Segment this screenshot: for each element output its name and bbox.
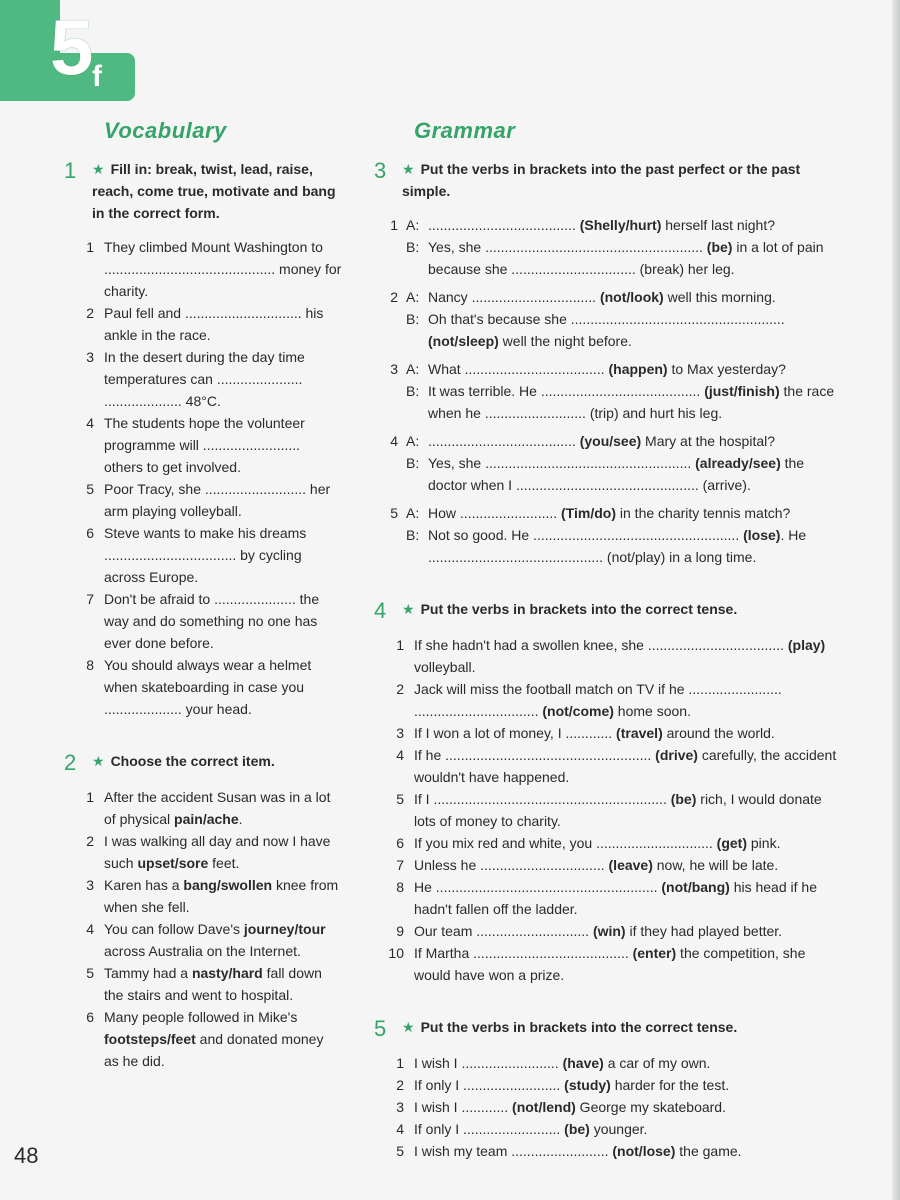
item-number: 4 — [396, 747, 404, 763]
instruction-text: Choose the correct item. — [110, 753, 275, 769]
item-text-after: . — [238, 811, 243, 827]
dialogue-line — [406, 308, 842, 352]
item-text-before: If only I ......................... — [414, 1121, 565, 1137]
list-item — [62, 874, 342, 918]
item-number: 5 — [396, 1143, 404, 1159]
item-text-after: now, he will be late. — [652, 857, 779, 873]
item-keyword: (have) — [562, 1055, 604, 1071]
speaker-label: B: — [406, 239, 420, 255]
item-text-after: knee from when she fell. — [104, 877, 339, 915]
dialogue-line — [406, 430, 842, 452]
item-text: The students hope the volunteer programme will ......................... others to get involved. — [104, 415, 305, 475]
item-text — [414, 1074, 842, 1096]
dialogue-body — [406, 358, 842, 424]
list-item — [372, 678, 842, 722]
item-keyword: (happen) — [608, 361, 668, 377]
item-text-after: younger. — [589, 1121, 648, 1137]
item-keyword: pain/ache — [174, 811, 239, 827]
item-text-after: a car of my own. — [603, 1055, 711, 1071]
item-text-before: ...................................... — [428, 217, 580, 233]
dialogue-text — [428, 452, 842, 496]
vocabulary-title: Vocabulary — [104, 118, 227, 143]
item-number: 2 — [396, 681, 404, 697]
item-text-after: feet. — [208, 855, 240, 871]
item-number: 7 — [86, 591, 94, 607]
item-text-before: I wish my team ......................... — [414, 1143, 613, 1159]
list-item — [62, 346, 342, 412]
speaker-label: A: — [406, 217, 420, 233]
exercise-number: 3 — [374, 158, 387, 183]
item-text-after: fall down the stairs and went to hospital. — [104, 965, 322, 1003]
star-icon: ★ — [402, 1019, 415, 1035]
item-text-before: I wish I ............ — [414, 1099, 513, 1115]
list-item — [62, 478, 342, 522]
item-number: 6 — [86, 1009, 94, 1025]
item-number: 5 — [86, 481, 94, 497]
item-text: Don't be afraid to ..................... the way and do something no one has ever done before. — [104, 591, 320, 651]
dialogue-line — [406, 380, 842, 424]
item-text-before: You can follow Dave's — [104, 921, 244, 937]
dialogue-text — [428, 214, 842, 236]
item-number: 1 — [390, 217, 398, 233]
item-text-after: home soon. — [613, 703, 691, 719]
item-text — [414, 1140, 842, 1162]
item-number: 4 — [396, 1121, 404, 1137]
item-number: 8 — [396, 879, 404, 895]
item-text — [104, 874, 342, 918]
list-item — [372, 744, 842, 788]
item-text-after: the competition, she would have won a prize. — [414, 945, 806, 983]
speaker-label: B: — [406, 311, 420, 327]
dialogue-body — [406, 286, 842, 352]
dialogue-item — [372, 358, 842, 424]
item-keyword: (leave) — [608, 857, 653, 873]
instruction-text: Put the verbs in brackets into the past perfect or the past simple. — [402, 161, 801, 199]
item-keyword: (Shelly/hurt) — [579, 217, 662, 233]
item-number: 4 — [86, 415, 94, 431]
item-keyword: (not/sleep) — [428, 333, 499, 349]
item-text-before: He ......................................................... — [414, 879, 662, 895]
dialogue-line — [406, 214, 842, 236]
list-item — [372, 1140, 842, 1162]
item-keyword: (not/bang) — [661, 879, 730, 895]
dialogue-item — [372, 286, 842, 352]
item-text-after: to Max yesterday? — [667, 361, 786, 377]
item-number: 9 — [396, 923, 404, 939]
item-number: 1 — [396, 1055, 404, 1071]
item-text-before: Our team ............................. — [414, 923, 593, 939]
item-text-before: If I won a lot of money, I ............ — [414, 725, 617, 741]
dialogue-text — [428, 236, 842, 280]
item-keyword: (study) — [564, 1077, 611, 1093]
item-text-after: the game. — [675, 1143, 742, 1159]
item-number: 2 — [86, 833, 94, 849]
item-text-before: I wish I ......................... — [414, 1055, 563, 1071]
item-text — [104, 918, 342, 962]
instruction-text: Put the verbs in brackets into the correct tense. — [420, 601, 738, 617]
item-text-after: in a lot of pain because she ................................ (break) her leg. — [428, 239, 824, 277]
vocabulary-column — [62, 118, 342, 1072]
exercise-instruction — [402, 598, 737, 620]
item-keyword: journey/tour — [243, 921, 326, 937]
list-item — [372, 942, 842, 986]
item-text: In the desert during the day time temperatures can ...................... .................... 48°C. — [104, 349, 305, 409]
dialogue-text — [428, 286, 842, 308]
item-text: Poor Tracy, she .......................... her arm playing volleyball. — [104, 481, 331, 519]
item-text-before: Jack will miss the football match on TV if he ........................ ................................ — [414, 681, 782, 719]
item-number: 6 — [396, 835, 404, 851]
item-text-after: across Australia on the Internet. — [104, 943, 301, 959]
exercise-header — [62, 158, 342, 224]
item-keyword: (lose) — [743, 527, 781, 543]
exercise-1 — [62, 158, 342, 720]
dialogue-body — [406, 214, 842, 280]
exercise-header — [62, 750, 342, 774]
item-keyword: (be) — [670, 791, 697, 807]
item-text-before: If I ............................................................ — [414, 791, 671, 807]
item-text-after: harder for the test. — [610, 1077, 730, 1093]
instruction-text: Fill in: break, twist, lead, raise, reach, come true, motivate and bang in the correct form. — [92, 161, 336, 221]
dialogue-line — [406, 524, 842, 568]
exercise-number: 4 — [374, 598, 387, 623]
list-item — [62, 412, 342, 478]
exercise-number: 1 — [64, 158, 77, 183]
dialogue-text — [428, 358, 842, 380]
item-text-after: if they had played better. — [625, 923, 783, 939]
list-item — [372, 1074, 842, 1096]
item-number: 4 — [86, 921, 94, 937]
list-item — [62, 654, 342, 720]
list-item — [62, 830, 342, 874]
item-text — [414, 876, 842, 920]
exercise-dialogues — [372, 214, 842, 568]
exercise-3 — [372, 158, 842, 568]
item-text — [414, 832, 842, 854]
dialogue-item — [372, 430, 842, 496]
exercise-instruction — [402, 158, 842, 202]
dialogue-item — [372, 502, 842, 568]
item-number: 4 — [390, 433, 398, 449]
item-keyword: (win) — [592, 923, 626, 939]
grammar-column — [372, 118, 842, 1162]
item-text — [414, 722, 842, 744]
item-text: Steve wants to make his dreams .................................. by cycling across Europe. — [104, 525, 307, 585]
item-number: 1 — [86, 239, 94, 255]
item-number: 3 — [396, 725, 404, 741]
star-icon: ★ — [92, 161, 105, 177]
exercise-header — [372, 1016, 842, 1040]
list-item — [62, 786, 342, 830]
exercise-instruction — [92, 750, 275, 772]
item-text — [414, 744, 842, 788]
grammar-title: Grammar — [414, 118, 516, 143]
dialogue-line — [406, 236, 842, 280]
list-item — [62, 918, 342, 962]
item-number: 3 — [86, 877, 94, 893]
exercise-items — [372, 1052, 842, 1162]
item-text — [414, 678, 842, 722]
item-text — [414, 854, 842, 876]
item-text-before: If Martha ........................................ — [414, 945, 633, 961]
speaker-label: A: — [406, 361, 420, 377]
item-keyword: nasty/hard — [191, 965, 263, 981]
speaker-label: B: — [406, 455, 420, 471]
list-item — [372, 722, 842, 744]
exercise-items — [62, 236, 342, 720]
list-item — [372, 876, 842, 920]
item-number: 8 — [86, 657, 94, 673]
item-text-before: I was walking all day and now I have such — [104, 833, 331, 871]
item-text-after: the race when he .......................... (trip) and hurt his leg. — [428, 383, 835, 421]
item-keyword: (be) — [564, 1121, 590, 1137]
unit-letter: f — [92, 60, 102, 93]
exercise-4 — [372, 598, 842, 986]
dialogue-line — [406, 286, 842, 308]
item-number: 7 — [396, 857, 404, 873]
item-text-before: Nancy ................................ — [428, 289, 600, 305]
item-number: 2 — [396, 1077, 404, 1093]
item-text-after: volleyball. — [414, 659, 476, 675]
speaker-label: A: — [406, 289, 420, 305]
list-item — [372, 1052, 842, 1074]
item-text-after: around the world. — [662, 725, 775, 741]
item-number: 10 — [388, 945, 404, 961]
item-text-before: If only I ......................... — [414, 1077, 565, 1093]
item-text-before: Tammy had a — [104, 965, 192, 981]
item-keyword: (just/finish) — [704, 383, 780, 399]
item-text — [414, 1118, 842, 1140]
item-keyword: (play) — [787, 637, 826, 653]
item-text-before: What .................................... — [428, 361, 609, 377]
dialogue-text — [428, 524, 842, 568]
item-number: 2 — [390, 289, 398, 305]
item-number: 3 — [390, 361, 398, 377]
item-number: 5 — [396, 791, 404, 807]
star-icon: ★ — [402, 161, 415, 177]
list-item — [62, 236, 342, 302]
dialogue-body — [406, 502, 842, 568]
dialogue-item — [372, 214, 842, 280]
exercise-header — [372, 598, 842, 622]
item-number: 2 — [86, 305, 94, 321]
item-text — [414, 1096, 842, 1118]
item-text-before: It was terrible. He ......................................... — [428, 383, 705, 399]
item-text-after: in the charity tennis match? — [616, 505, 791, 521]
item-text-before: If she hadn't had a swollen knee, she ................................... — [414, 637, 788, 653]
item-text-after: well the night before. — [498, 333, 632, 349]
item-text-after: well this morning. — [663, 289, 776, 305]
speaker-label: B: — [406, 383, 420, 399]
item-number: 1 — [86, 789, 94, 805]
item-text-before: Unless he ................................ — [414, 857, 609, 873]
dialogue-line — [406, 452, 842, 496]
item-number: 5 — [86, 965, 94, 981]
item-text-before: If you mix red and white, you .............................. — [414, 835, 717, 851]
item-keyword: (drive) — [655, 747, 698, 763]
instruction-text: Put the verbs in brackets into the correct tense. — [420, 1019, 738, 1035]
item-text — [414, 1052, 842, 1074]
exercise-header — [372, 158, 842, 202]
item-keyword: bang/swollen — [183, 877, 273, 893]
item-number: 6 — [86, 525, 94, 541]
speaker-label: A: — [406, 433, 420, 449]
dialogue-line — [406, 502, 842, 524]
item-keyword: (not/lose) — [612, 1143, 676, 1159]
item-number: 5 — [390, 505, 398, 521]
exercise-instruction — [92, 158, 342, 224]
item-keyword: (travel) — [616, 725, 663, 741]
list-item — [372, 854, 842, 876]
star-icon: ★ — [402, 601, 415, 617]
list-item — [62, 962, 342, 1006]
item-keyword: (get) — [716, 835, 747, 851]
item-text-before: Yes, she ..................................................... — [428, 455, 696, 471]
item-text-after: and donated money as he did. — [104, 1031, 324, 1069]
item-text-after: pink. — [747, 835, 781, 851]
exercise-2 — [62, 750, 342, 1072]
unit-number: 5 — [50, 3, 92, 91]
item-text — [104, 962, 342, 1006]
item-text-after: Mary at the hospital? — [641, 433, 776, 449]
item-text-after: rich, I would donate lots of money to charity. — [414, 791, 822, 829]
exercise-items — [372, 634, 842, 986]
item-text — [414, 634, 842, 678]
item-text-after: George my skateboard. — [575, 1099, 726, 1115]
dialogue-text — [428, 380, 842, 424]
dialogue-text — [428, 502, 842, 524]
item-text — [104, 786, 342, 830]
item-text: You should always wear a helmet when skateboarding in case you .................... your head. — [104, 657, 312, 717]
item-text-before: After the accident Susan was in a lot of physical — [104, 789, 331, 827]
item-text-before: Yes, she ........................................................ — [428, 239, 707, 255]
list-item — [372, 1096, 842, 1118]
item-text-before: Many people followed in Mike's — [104, 1009, 298, 1025]
list-item — [372, 920, 842, 942]
exercise-items — [62, 786, 342, 1072]
item-keyword: (Tim/do) — [561, 505, 616, 521]
item-keyword: (already/see) — [695, 455, 781, 471]
item-keyword: (not/come) — [542, 703, 614, 719]
list-item — [372, 1118, 842, 1140]
item-number: 3 — [86, 349, 94, 365]
item-text — [414, 942, 842, 986]
item-text-before: How ......................... — [428, 505, 562, 521]
item-text-after: . He ............................................. (not/play) in a long time. — [428, 527, 807, 565]
item-text-before: Karen has a — [104, 877, 184, 893]
item-text — [104, 1006, 342, 1072]
list-item — [62, 1006, 342, 1072]
list-item — [372, 634, 842, 678]
item-text-after: his head if he hadn't fallen off the ladder. — [414, 879, 817, 917]
item-text-before: ...................................... — [428, 433, 580, 449]
list-item — [62, 588, 342, 654]
dialogue-body — [406, 430, 842, 496]
item-keyword: (not/lend) — [512, 1099, 576, 1115]
item-keyword: (be) — [706, 239, 733, 255]
item-text-before: Not so good. He ..................................................... — [428, 527, 744, 543]
item-text-after: herself last night? — [661, 217, 775, 233]
item-text-after: the doctor when I ............................................... (arrive). — [428, 455, 805, 493]
item-text-before: If he ..................................................... — [414, 747, 656, 763]
speaker-label: B: — [406, 527, 420, 543]
item-text — [104, 830, 342, 874]
dialogue-line — [406, 358, 842, 380]
page-number: 48 — [14, 1143, 39, 1168]
speaker-label: A: — [406, 505, 420, 521]
item-keyword: (not/look) — [599, 289, 664, 305]
item-number: 3 — [396, 1099, 404, 1115]
exercise-5 — [372, 1016, 842, 1162]
list-item — [62, 522, 342, 588]
list-item — [372, 788, 842, 832]
list-item — [372, 832, 842, 854]
item-number: 1 — [396, 637, 404, 653]
item-text: Paul fell and .............................. his ankle in the race. — [104, 305, 324, 343]
dialogue-text — [428, 430, 842, 452]
exercise-instruction — [402, 1016, 737, 1038]
page-edge — [892, 0, 900, 1200]
item-text — [414, 920, 842, 942]
item-keyword: upset/sore — [137, 855, 209, 871]
item-text-after: carefully, the accident wouldn't have happened. — [414, 747, 837, 785]
item-keyword: footsteps/feet — [104, 1031, 196, 1047]
item-text — [414, 788, 842, 832]
dialogue-text — [428, 308, 842, 352]
list-item — [62, 302, 342, 346]
exercise-number: 2 — [64, 750, 77, 775]
item-text: They climbed Mount Washington to ............................................ money for charity. — [104, 239, 342, 299]
item-keyword: (enter) — [632, 945, 677, 961]
item-text-before: Oh that's because she ....................................................... — [428, 311, 785, 327]
item-keyword: (you/see) — [579, 433, 642, 449]
star-icon: ★ — [92, 753, 105, 769]
exercise-number: 5 — [374, 1016, 387, 1041]
